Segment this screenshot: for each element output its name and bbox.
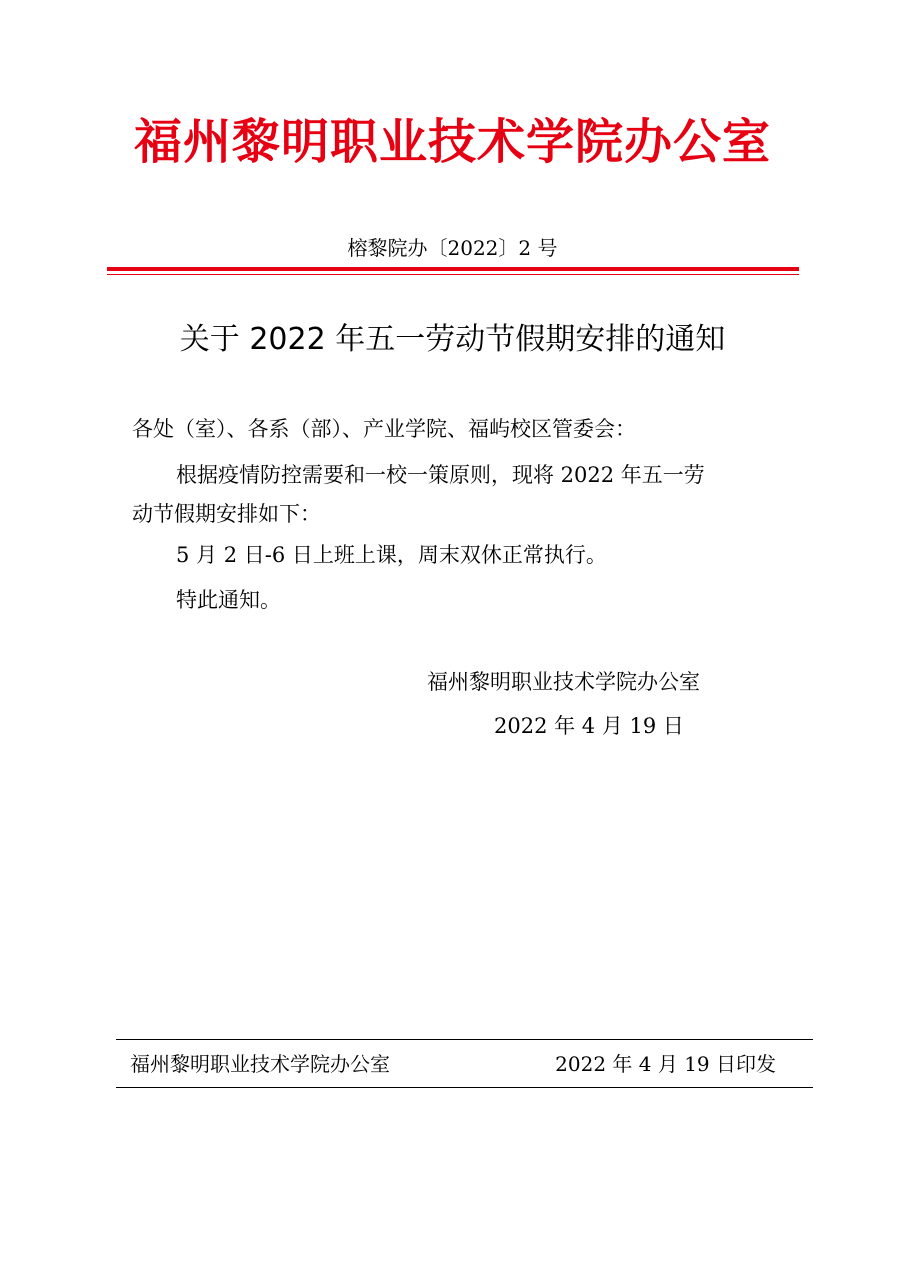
addressee-line: 各处（室）、各系（部）、产业学院、福屿校区管委会：	[132, 417, 636, 441]
red-divider-thin	[107, 274, 799, 275]
footer-divider-bottom	[116, 1087, 813, 1088]
body-paragraph-1-line-2: 动节假期安排如下：	[132, 502, 321, 526]
notice-title: 关于 2022 年五一劳动节假期安排的通知	[179, 322, 726, 357]
footer-issue-date: 2022 年 4 月 19 日印发	[555, 1052, 776, 1076]
footer-org: 福州黎明职业技术学院办公室	[130, 1052, 390, 1076]
body-paragraph-2: 5 月 2 日-6 日上班上课，周末双休正常执行。	[176, 543, 607, 567]
issuing-office-title: 福州黎明职业技术学院办公室	[133, 114, 771, 170]
red-divider-thick	[107, 267, 799, 271]
signature-org: 福州黎明职业技术学院办公室	[427, 670, 700, 694]
body-paragraph-1-line-1: 根据疫情防控需要和一校一策原则，现将 2022 年五一劳	[176, 463, 705, 487]
closing-line: 特此通知。	[176, 588, 281, 612]
footer-divider-top	[116, 1039, 813, 1040]
signature-date: 2022 年 4 月 19 日	[494, 714, 684, 738]
document-number: 榕黎院办〔2022〕2 号	[347, 236, 558, 260]
